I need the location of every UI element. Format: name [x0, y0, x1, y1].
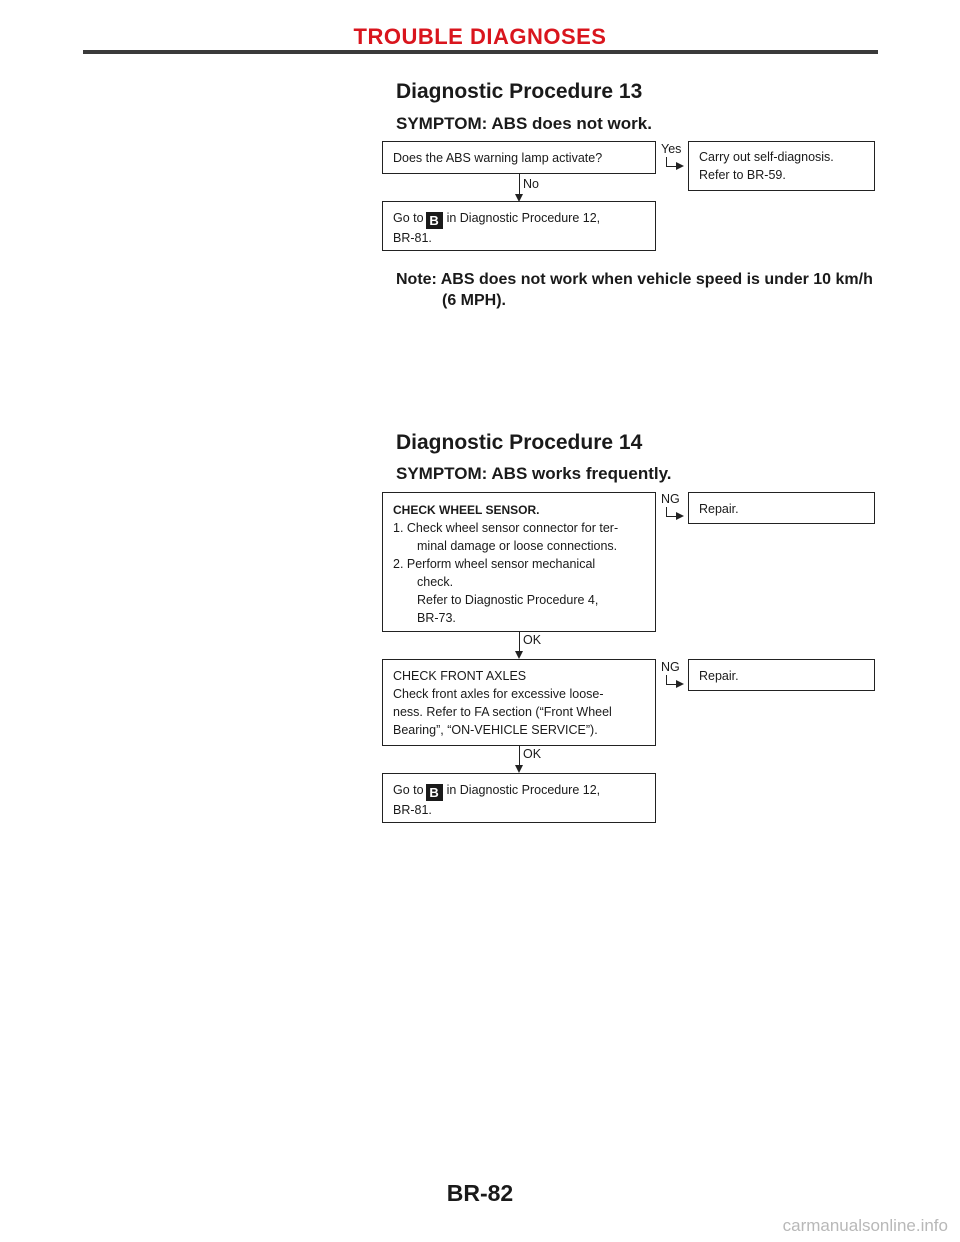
ng2-label: NG	[661, 660, 680, 674]
ok1-label: OK	[523, 633, 542, 647]
ng2-arrow-icon	[676, 680, 684, 688]
ng2-connector	[666, 675, 667, 684]
repair-box-2	[688, 659, 875, 691]
check-front-axles-box	[382, 659, 656, 746]
check1-step2d: BR-73.	[417, 611, 456, 625]
procedure-13-title: Diagnostic Procedure 13	[396, 80, 643, 103]
goto-box-14	[382, 773, 656, 823]
abs-lamp-question-box	[382, 141, 656, 174]
watermark: carmanualsonline.info	[782, 1216, 948, 1235]
procedure-13-symptom: SYMPTOM: ABS does not work.	[396, 114, 652, 133]
check1-step1: 1. Check wheel sensor connector for ter-	[393, 521, 619, 535]
no-label: No	[523, 177, 539, 191]
goto-suffix: in Diagnostic Procedure 12,	[446, 783, 601, 797]
check1-step2b: check.	[417, 575, 454, 589]
ng1-connector	[666, 507, 667, 516]
ok1-arrow-icon	[515, 651, 523, 659]
note-line1: Note: ABS does not work when vehicle speed is under 10 km/h	[396, 271, 873, 288]
check1-step2c: Refer to Diagnostic Procedure 4,	[417, 593, 599, 607]
goto-prefix: Go to	[393, 783, 424, 797]
ng1-arrow-icon	[676, 512, 684, 520]
ng1-label: NG	[661, 492, 680, 506]
repair-text-1: Repair.	[699, 502, 739, 516]
yes-connector	[666, 157, 667, 166]
self-diagnosis-line1: Carry out self-diagnosis.	[699, 150, 834, 164]
goto-suffix: in Diagnostic Procedure 12,	[446, 211, 601, 225]
note-line2: (6 MPH).	[442, 292, 506, 309]
goto-ref: BR-81.	[393, 231, 432, 245]
b-marker-icon: B	[426, 784, 443, 801]
goto-ref: BR-81.	[393, 803, 432, 817]
b-marker-icon: B	[426, 212, 443, 229]
ok2-label: OK	[523, 747, 542, 761]
abs-lamp-question: Does the ABS warning lamp activate?	[393, 151, 603, 165]
procedure-14-title: Diagnostic Procedure 14	[396, 431, 643, 454]
check-front-axles-heading: CHECK FRONT AXLES	[393, 669, 527, 683]
check2-line3: Bearing”, “ON-VEHICLE SERVICE”).	[393, 723, 598, 737]
header-rule	[83, 50, 878, 54]
check-wheel-sensor-box	[382, 492, 656, 632]
self-diagnosis-line2: Refer to BR-59.	[699, 168, 786, 182]
goto-box-13	[382, 201, 656, 251]
self-diagnosis-box	[688, 141, 875, 191]
check1-step2: 2. Perform wheel sensor mechanical	[393, 557, 596, 571]
check-wheel-sensor-heading: CHECK WHEEL SENSOR.	[393, 503, 540, 517]
check1-step1b: minal damage or loose connections.	[417, 539, 618, 553]
procedure-14-symptom: SYMPTOM: ABS works frequently.	[396, 464, 672, 483]
check2-line2: ness. Refer to FA section (“Front Wheel	[393, 705, 612, 719]
yes-label: Yes	[661, 142, 682, 156]
speed-note	[396, 269, 873, 311]
ok2-arrow-icon	[515, 765, 523, 773]
section-header: TROUBLE DIAGNOSES	[353, 24, 607, 49]
repair-text-2: Repair.	[699, 669, 739, 683]
goto-prefix: Go to	[393, 211, 424, 225]
check2-line1: Check front axles for excessive loose-	[393, 687, 604, 701]
page-number: BR-82	[446, 1180, 514, 1206]
yes-arrow-icon	[676, 162, 684, 170]
repair-box-1	[688, 492, 875, 524]
